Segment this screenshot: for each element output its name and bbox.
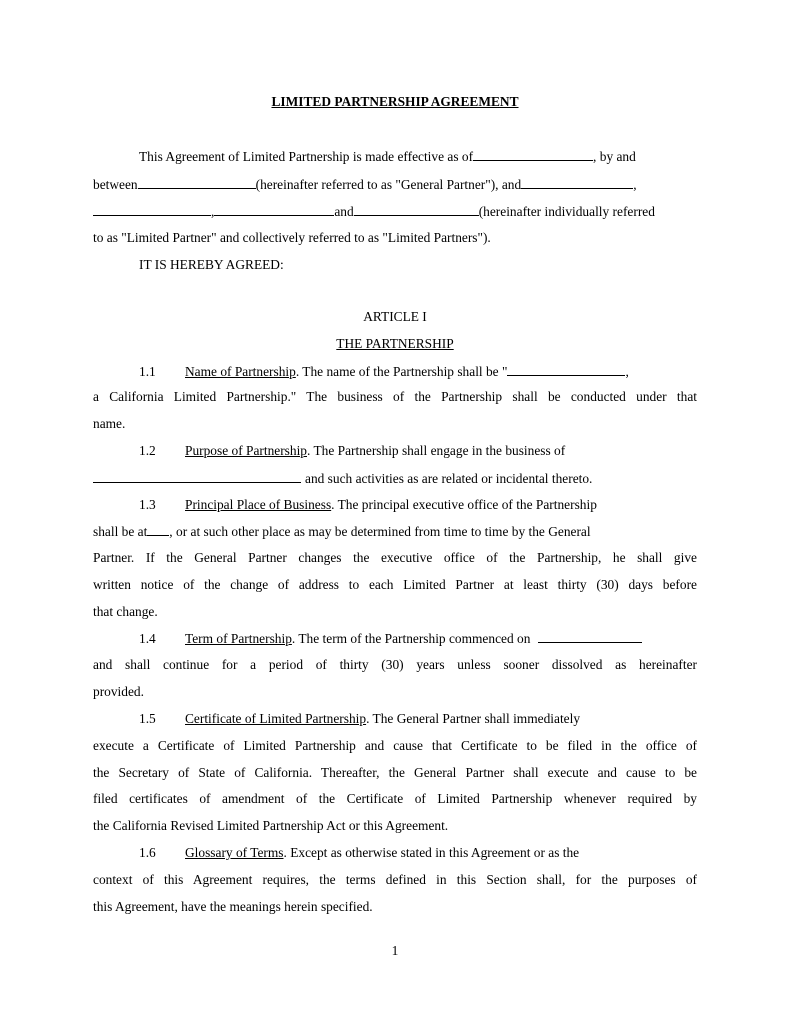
section-heading: Certificate of Limited Partnership [185, 711, 367, 726]
section-1-2-line-2 [93, 470, 697, 487]
intro-line-2 [93, 176, 697, 193]
agreed-line: IT IS HEREBY AGREED: [139, 257, 284, 272]
general-partner-blank[interactable] [138, 176, 256, 189]
section-1-2-line-1 [93, 443, 697, 459]
limited-partner-blank-4[interactable] [354, 203, 479, 216]
intro-text: , [211, 204, 215, 219]
page-number: 1 [391, 943, 399, 958]
section-number: 1.3 [139, 497, 156, 512]
section-heading: Principal Place of Business [185, 497, 332, 512]
section-1-4-line-3: provided. [93, 684, 144, 699]
section-1-3-line-4: written notice of the change of address to each Limited Partner at least thirty (30) days before [93, 577, 697, 592]
section-1-4-line-1 [93, 630, 697, 647]
intro-text: (hereinafter individually referred [478, 204, 655, 219]
section-text: . The General Partner shall immediately [366, 711, 581, 726]
section-text: shall be at [93, 524, 148, 539]
intro-text: This Agreement of Limited Partnership is made effective as of [139, 149, 474, 164]
section-1-6-line-1 [93, 845, 697, 861]
limited-partner-blank-3[interactable] [214, 203, 334, 216]
effective-date-blank[interactable] [473, 148, 593, 161]
business-purpose-blank[interactable] [93, 470, 301, 483]
section-1-5-line-4: filed certificates of amendment of the Certificate of Limited Partnership whenever required by [93, 791, 697, 806]
section-number: 1.1 [139, 364, 156, 379]
section-heading: Glossary of Terms [185, 845, 284, 860]
limited-partner-blank-2[interactable] [93, 203, 211, 216]
section-1-6-line-3: this Agreement, have the meanings herein specified. [93, 899, 373, 914]
limited-partner-blank-1[interactable] [521, 176, 633, 189]
section-text: and such activities as are related or incidental thereto. [305, 471, 593, 486]
section-text: , [625, 364, 629, 379]
section-text: . Except as otherwise stated in this Agreement or as the [283, 845, 580, 860]
section-1-1-line-3: name. [93, 416, 126, 431]
partnership-name-blank[interactable] [507, 363, 625, 376]
document-title: LIMITED PARTNERSHIP AGREEMENT [271, 94, 519, 109]
intro-text: , by and [593, 149, 636, 164]
commencement-date-blank[interactable] [538, 630, 642, 643]
article-heading-text: THE PARTNERSHIP [336, 336, 454, 351]
section-1-3-line-3: Partner. If the General Partner changes the executive office of the Partnership, he shall give [93, 550, 697, 565]
intro-text: , [633, 177, 637, 192]
section-1-5-line-5: the California Revised Limited Partnership Act or this Agreement. [93, 818, 449, 833]
article-heading [0, 336, 790, 352]
section-1-5-line-2: execute a Certificate of Limited Partnership and cause that Certificate to be filed in the office of [93, 738, 697, 753]
intro-text: (hereinafter referred to as "General Partner"), and [255, 177, 522, 192]
section-number: 1.6 [139, 845, 156, 860]
section-heading: Purpose of Partnership [185, 443, 307, 458]
section-1-5-line-3: the Secretary of State of California. Thereafter, the General Partner shall execute and cause to be [93, 765, 697, 780]
section-heading: Name of Partnership [185, 364, 296, 379]
office-address-blank[interactable] [147, 523, 169, 536]
section-1-3-line-5: that change. [93, 604, 158, 619]
section-number: 1.4 [139, 631, 156, 646]
section-1-6-line-2: context of this Agreement requires, the terms defined in this Section shall, for the purposes of [93, 872, 697, 887]
section-text: . The Partnership shall engage in the business of [307, 443, 566, 458]
section-1-3-line-2 [93, 523, 697, 540]
article-number: ARTICLE I [363, 309, 427, 324]
section-1-1-line-1 [93, 363, 697, 380]
section-text: . The name of the Partnership shall be " [295, 364, 508, 379]
section-heading: Term of Partnership [185, 631, 292, 646]
section-text: , or at such other place as may be determined from time to time by the General [169, 524, 591, 539]
intro-line-3 [93, 203, 697, 220]
section-1-5-line-1 [93, 711, 697, 727]
section-1-1-line-2: a California Limited Partnership." The business of the Partnership shall be conducted under that [93, 389, 697, 404]
section-number: 1.5 [139, 711, 156, 726]
section-1-3-line-1 [93, 497, 697, 513]
section-1-4-line-2: and shall continue for a period of thirty (30) years unless sooner dissolved as hereinafter [93, 657, 697, 672]
section-text: . The principal executive office of the Partnership [331, 497, 597, 512]
intro-line-4: to as "Limited Partner" and collectively referred to as "Limited Partners"). [93, 230, 491, 245]
intro-text: between [93, 177, 138, 192]
section-text: . The term of the Partnership commenced on [291, 631, 531, 646]
intro-text: and [334, 204, 354, 219]
section-number: 1.2 [139, 443, 156, 458]
intro-line-1 [93, 148, 697, 165]
